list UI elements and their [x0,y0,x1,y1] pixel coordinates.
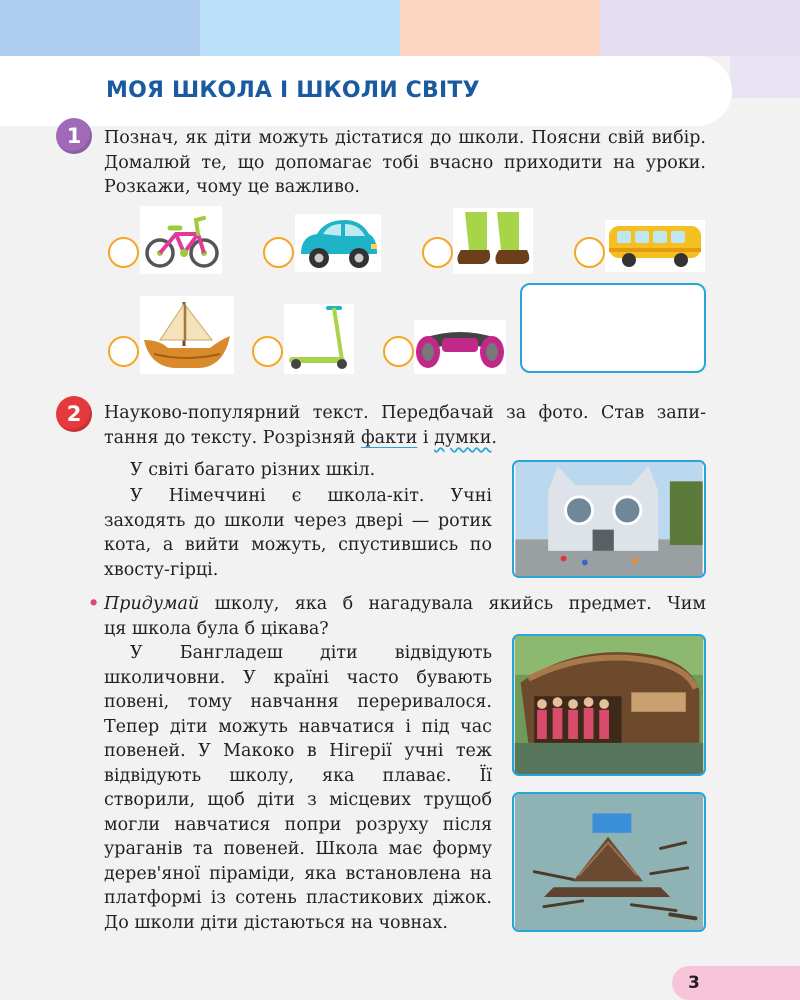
facts-word: факти [360,427,418,448]
intro-end: . [491,427,497,448]
bicycle-icon [140,206,222,274]
color-stripe-blue [0,0,200,56]
boat-icon [140,296,234,374]
intro-and: і [417,427,435,448]
hoverboard-icon [414,320,506,374]
header-corner [730,56,800,98]
invent-word: Придумай [104,594,200,614]
makoko-school-photo [512,792,706,932]
paragraph-floating-schools: У Бангладеш діти відвідують школичовни. У країні часто бувають повені, тому навчання переривалося. Тепер діти можуть навчатися і під час повеней. У Макоко в Нігерії учні теж відвідують школу, яка плаває. Її створили, щоб діти з місцевих трущоб могли навчатися попри розруху після ураганів та повеней. Школа має форму дерев'яної піраміди, яка встановлена на платформі із сотень пластикових діжок. До школи діти дістаються на човнах. [104,643,492,933]
task-1-text: Познач, як діти можуть дістатися до школи. Поясни свій вибір. Домалюй те, що допомагає тобі вчасно приходити на уроки. Розкажи, чому це важливо. [104,128,706,197]
page-number: 3 [672,966,800,1000]
color-stripe-light-blue [200,0,400,56]
boat-school-photo [512,634,706,776]
cat-school-photo [512,460,706,578]
paragraph-1: У світі багато різних шкіл. [130,460,376,480]
bus-icon [605,220,705,272]
walking-legs-icon [453,208,533,274]
option-walking-checkbox[interactable] [422,237,453,268]
opinions-word: думки [434,427,492,448]
option-bus-checkbox[interactable] [574,237,605,268]
option-bicycle-checkbox[interactable] [108,237,139,268]
task-1-number: 1 [56,118,92,154]
intro-text: тання до тексту. Розрізняй [104,427,361,448]
option-hoverboard-checkbox[interactable] [383,336,414,367]
drawing-box[interactable] [520,283,706,373]
color-stripe-lilac [600,0,800,56]
car-icon [295,214,381,272]
invent-line-2: ця школа була б цікава? [104,618,329,639]
task-2-intro-line-2 [104,426,706,451]
scooter-icon [284,304,354,374]
task-2-intro [104,401,706,450]
option-boat-checkbox[interactable] [108,336,139,367]
paragraph-cat-school: У Німеччині є школа-кіт. Учні заходять до школи через двері — ротик кота, а вийти можуть, спустившись по хвосту-гірці. [104,486,492,580]
color-stripe-peach [400,0,600,56]
bullet: • [88,594,100,614]
option-car-checkbox[interactable] [263,237,294,268]
page-title: МОЯ ШКОЛА І ШКОЛИ СВІТУ [106,78,480,103]
invent-line-1: • Придумай школу, яка б нагадувала якийсь предмет. Чим [88,592,706,617]
task-2-number: 2 [56,396,92,432]
option-scooter-checkbox[interactable] [252,336,283,367]
task-2-intro-line-1: Науково-популярний текст. Передбачай за фото. Став запи- [104,403,706,423]
